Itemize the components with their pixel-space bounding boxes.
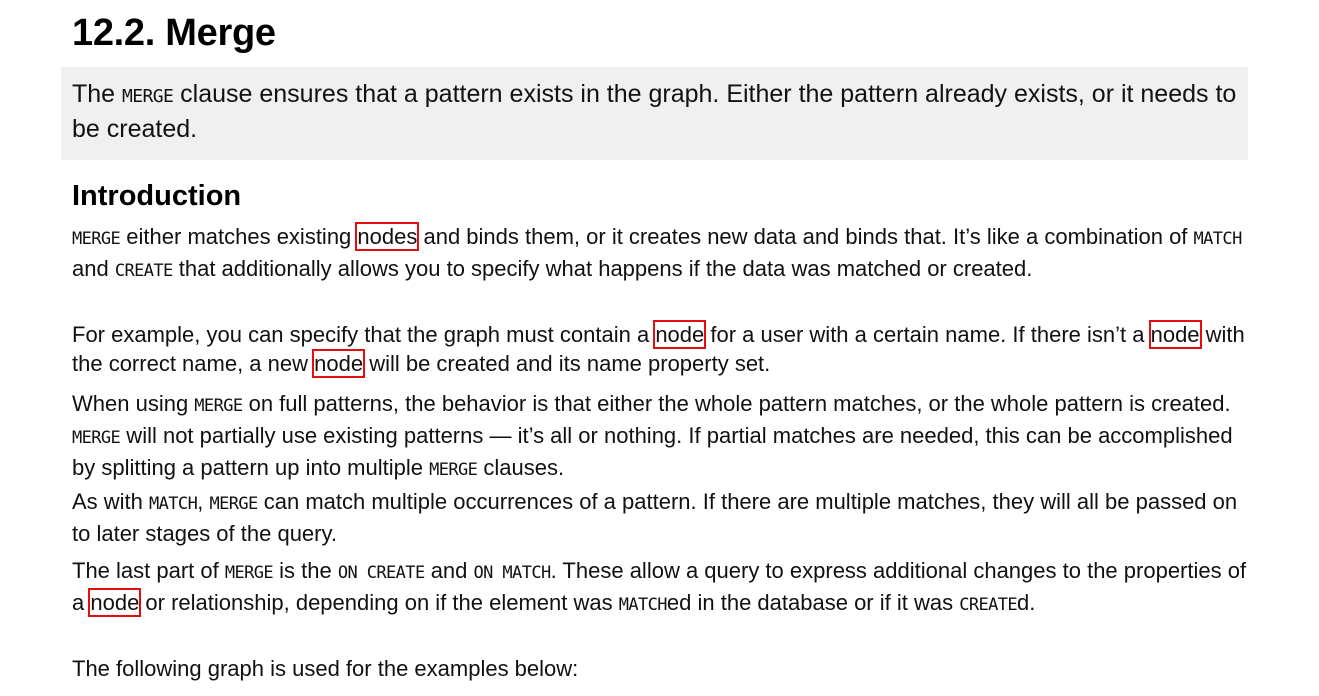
text: on full patterns, the behavior is that either the whole pattern matches, or the whole pattern is created. bbox=[242, 391, 1231, 416]
paragraph-6 bbox=[72, 654, 1248, 683]
paragraph-1 bbox=[72, 222, 1248, 286]
code-match: MATCH bbox=[149, 494, 198, 514]
text: . These allow a query to express additional changes to the properties of a bbox=[72, 558, 1247, 615]
highlighted-term: node bbox=[314, 351, 364, 376]
abstract-text: The bbox=[72, 80, 123, 108]
text: is the bbox=[273, 558, 338, 583]
text: As with bbox=[72, 489, 150, 514]
text: For example, you can specify that the graph must contain a bbox=[72, 322, 656, 347]
code-on-create: ON CREATE bbox=[337, 563, 425, 583]
text: The last part of bbox=[72, 558, 225, 583]
paragraph-2 bbox=[72, 320, 1248, 378]
code-on-match: ON MATCH bbox=[473, 563, 551, 583]
code-create: CREATE bbox=[959, 595, 1018, 615]
text: clauses. bbox=[477, 455, 565, 480]
paragraph-3 bbox=[72, 389, 1248, 485]
paragraph-4 bbox=[72, 487, 1248, 548]
code-merge: MERGE bbox=[122, 86, 174, 107]
abstract-box bbox=[61, 67, 1248, 160]
page-title: 12.2. Merge bbox=[72, 12, 276, 54]
text: that additionally allows you to specify what happens if the data was matched or created. bbox=[172, 256, 1033, 281]
text: with the correct name, a new bbox=[72, 322, 1245, 376]
code-merge: MERGE bbox=[209, 494, 258, 514]
code-merge: MERGE bbox=[224, 563, 274, 583]
code-match: MATCH bbox=[1193, 229, 1242, 249]
text: When using bbox=[72, 391, 195, 416]
code-create: CREATE bbox=[114, 261, 173, 281]
highlighted-term: nodes bbox=[357, 224, 418, 249]
text: and bbox=[72, 256, 115, 281]
highlighted-term: node bbox=[655, 322, 705, 347]
code-match: MATCH bbox=[618, 595, 667, 615]
text: , bbox=[197, 489, 210, 514]
highlighted-term: node bbox=[90, 590, 140, 615]
text: ed in the database or if it was bbox=[666, 590, 960, 615]
text: will be created and its name property set. bbox=[363, 351, 771, 376]
section-heading: Introduction bbox=[72, 180, 242, 212]
text: and bbox=[424, 558, 474, 583]
text: d. bbox=[1017, 590, 1036, 615]
code-merge: MERGE bbox=[72, 229, 121, 249]
abstract-text: clause ensures that a pattern exists in the graph. Either the pattern already exists, or it needs to be created. bbox=[72, 80, 1237, 143]
highlighted-term: node bbox=[1150, 322, 1200, 347]
text: or relationship, depending on if the element was bbox=[139, 590, 619, 615]
code-merge: MERGE bbox=[429, 460, 478, 480]
text: will not partially use existing patterns — it’s all or nothing. If partial matches are needed, this can be accomplished by splitting a pattern up into multiple bbox=[72, 423, 1233, 480]
code-merge: MERGE bbox=[72, 428, 121, 448]
text: can match multiple occurrences of a pattern. If there are multiple matches, they will all be passed on to later stages of the query. bbox=[72, 489, 1238, 546]
text: The following graph is used for the examples below: bbox=[72, 656, 579, 681]
paragraph-5 bbox=[72, 556, 1248, 620]
text: and binds them, or it creates new data and binds that. It’s like a combination of bbox=[417, 224, 1194, 249]
text: either matches existing bbox=[120, 224, 358, 249]
text: for a user with a certain name. If there isn’t a bbox=[704, 322, 1151, 347]
code-merge: MERGE bbox=[194, 396, 243, 416]
